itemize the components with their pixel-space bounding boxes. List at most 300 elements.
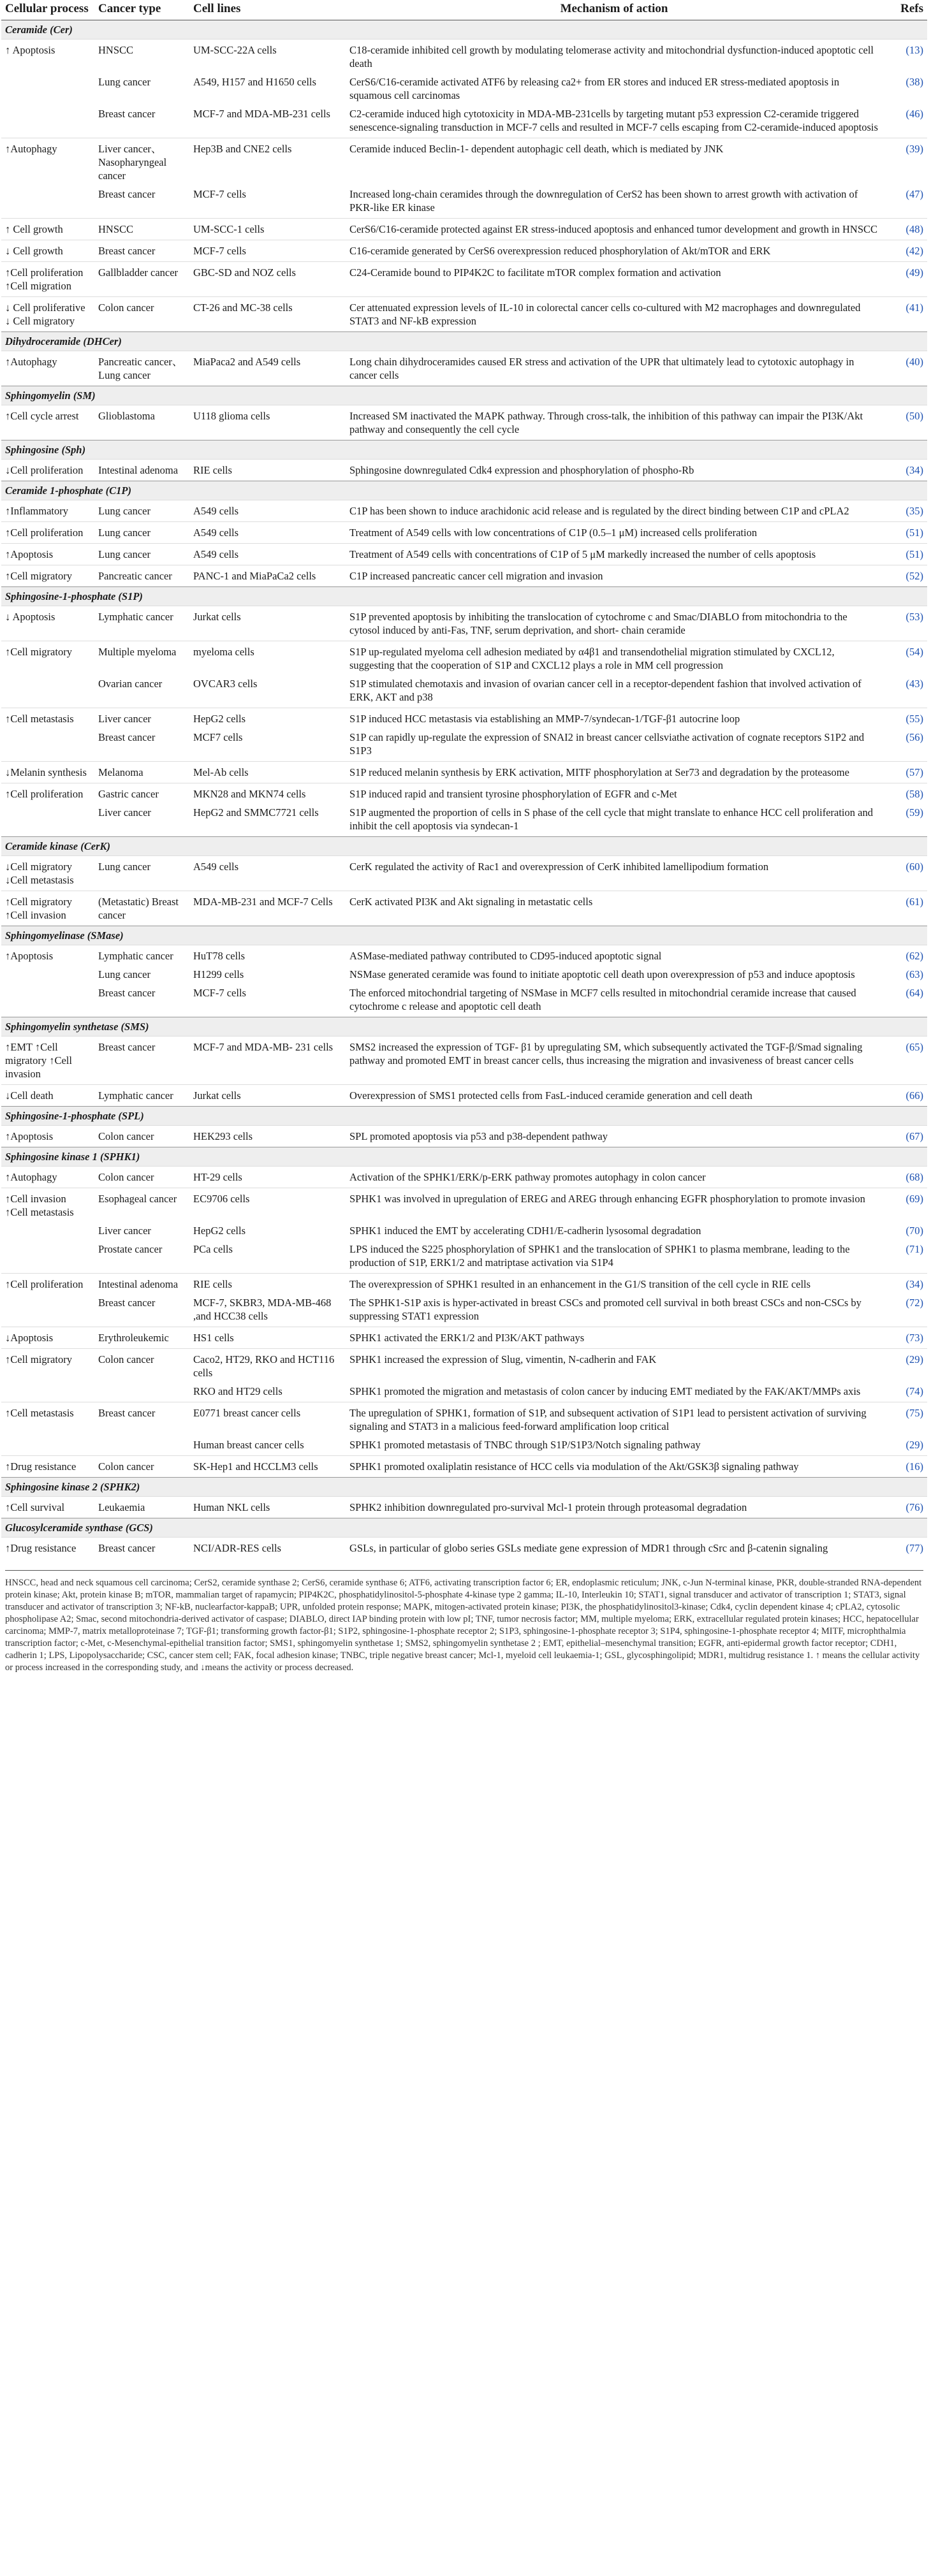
cell-cell-lines: E0771 breast cancer cells [189,1402,346,1437]
cell-ref[interactable]: (41) [883,297,927,332]
table-row [1,500,927,522]
cell-process [1,966,94,985]
table-row [1,522,927,544]
cell-process: ↑Apoptosis [1,1126,94,1147]
table-row [1,40,927,75]
cell-process: ↑EMT ↑Cell migratory ↑Cell invasion [1,1037,94,1085]
cell-cell-lines: HepG2 cells [189,708,346,730]
cell-ref[interactable]: (48) [883,219,927,240]
cell-ref[interactable]: (57) [883,762,927,783]
cell-cell-lines: UM-SCC-1 cells [189,219,346,240]
cell-mechanism: Treatment of A549 cells with concentrations of C1P of 5 μM markedly increased the number of cells apoptosis [346,544,883,565]
table-row [1,186,927,219]
cell-cancer-type: Breast cancer [94,1037,189,1085]
table-row [1,606,927,641]
table-row [1,74,927,106]
cell-ref[interactable]: (67) [883,1126,927,1147]
cell-cell-lines: SK-Hep1 and HCCLM3 cells [189,1456,346,1478]
cell-mechanism: Activation of the SPHK1/ERK/p-ERK pathway promotes autophagy in colon cancer [346,1167,883,1188]
cell-ref[interactable]: (43) [905,678,923,690]
table-row [1,891,927,926]
table-row [1,1349,927,1384]
cell-mechanism: SPHK1 promoted the migration and metastasis of colon cancer by inducing EMT mediated by the FAK/AKT/MMPs axis [349,1385,861,1397]
cell-cell-lines: NCI/ADR-RES cells [189,1538,346,1559]
table-header-row [1,0,927,20]
cell-mechanism: SPHK2 inhibition downregulated pro-survival Mcl-1 protein through proteasomal degradation [346,1497,883,1518]
table-row [1,1327,927,1349]
cell-cancer-type: Colon cancer [94,1126,189,1147]
cell-mechanism: Long chain dihydroceramides caused ER stress and activation of the UPR that ultimately lead to cytotoxic autophagy in cancer cells [346,351,883,386]
cell-ref[interactable]: (70) [905,1225,923,1237]
cell-mechanism: C2-ceramide induced high cytotoxicity in MDA-MB-231cells by targeting mutant p53 expression C2-ceramide triggered senescence-signaling transduction in MCF-7 cells and resulted in MCF-7 cells escaping from C2-ceramide-induced apoptosis [349,108,878,133]
cell-cell-lines: HepG2 and SMMC7721 cells [193,806,319,819]
cell-process: ↑Autophagy [1,138,94,187]
table-row [1,1126,927,1147]
cell-ref[interactable]: (75) [883,1402,927,1437]
cell-mechanism: SMS2 increased the expression of TGF- β1 by upregulating SM, which subsequently activated the TGF-β/Smad signaling pathway and promoted EMT in breast cancer cells, thus increasing the migration and invasiveness of breast cancer cells [346,1037,883,1085]
section-row [1,1107,927,1126]
cell-cell-lines: MCF-7 and MDA-MB- 231 cells [189,1037,346,1085]
cell-mechanism: SPL promoted apoptosis via p53 and p38-dependent pathway [346,1126,883,1147]
cell-process: ↑Cell migratory [1,565,94,587]
table-footnote [5,1570,923,1674]
header-cell-lines: Cell lines [189,0,346,20]
cell-mechanism: C1P increased pancreatic cancer cell migration and invasion [346,565,883,587]
cell-ref[interactable]: (29) [883,1349,927,1384]
cell-cancer-type: Erythroleukemic [94,1327,189,1349]
cell-ref[interactable]: (38) [905,76,923,88]
cell-process [1,729,94,762]
cell-cell-lines: A549 cells [189,522,346,544]
table-row [1,219,927,240]
table-body [1,20,927,1559]
cell-cell-lines: A549, H157 and H1650 cells [193,76,316,88]
cell-ref[interactable]: (76) [883,1497,927,1518]
table-row [1,1538,927,1559]
cell-cell-lines: HEK293 cells [189,1126,346,1147]
cell-ref[interactable]: (55) [883,708,927,730]
cell-cell-lines: RIE cells [189,460,346,481]
cell-cancer-type: Liver cancer [94,708,189,730]
table-row [1,1085,927,1107]
cell-process: ↑Cell survival [1,1497,94,1518]
table-row [1,460,927,481]
cell-cancer-type: Lymphatic cancer [94,1085,189,1107]
cell-cancer-type: Breast cancer [94,1538,189,1559]
cell-process: ↑Apoptosis [1,945,94,967]
cell-cancer-type: Breast cancer [98,188,156,200]
table-row [1,405,927,440]
cell-process: ↑Autophagy [1,1167,94,1188]
cell-cell-lines: OVCAR3 cells [193,678,258,690]
cell-cell-lines: MDA-MB-231 and MCF-7 Cells [189,891,346,926]
cell-mechanism: SPHK1 activated the ERK1/2 and PI3K/AKT pathways [346,1327,883,1349]
cell-mechanism: The enforced mitochondrial targeting of NSMase in MCF7 cells resulted in mitochondrial ceramide increase that caused cytochrome c release and apoptotic cell death [349,987,856,1012]
cell-process: ↓ Cell proliferative ↓ Cell migratory [1,297,94,332]
cell-mechanism: S1P stimulated chemotaxis and invasion of ovarian cancer cell in a receptor-dependent fashion that involved activation of ERK, AKT and p38 [349,678,861,703]
cell-ref[interactable]: (34) [883,1274,927,1295]
cell-cancer-type: Breast cancer [98,731,156,743]
cell-cancer-type: Lung cancer [94,856,189,891]
cell-mechanism: The SPHK1-S1P axis is hyper-activated in breast CSCs and promoted cell survival in both breast CSCs and non-CSCs by suppressing STAT1 expression [349,1297,861,1322]
cell-process: ↓ Apoptosis [1,606,94,641]
cell-process [1,1241,94,1274]
cell-ref[interactable]: (54) [883,641,927,676]
cell-process [1,1383,94,1402]
cell-ref[interactable]: (49) [883,262,927,297]
cell-cancer-type: Intestinal adenoma [94,1274,189,1295]
cell-ref[interactable]: (42) [883,240,927,262]
cell-cancer-type: Melanoma [94,762,189,783]
cell-cancer-type: Ovarian cancer [98,678,163,690]
section-title: Ceramide (Cer) [1,20,927,40]
cell-ref[interactable]: (47) [905,188,923,200]
cell-ref[interactable]: (51) [883,522,927,544]
section-title: Sphingosine kinase 2 (SPHK2) [1,1478,927,1497]
section-row [1,587,927,606]
cell-mechanism: CerS6/C16-ceramide activated ATF6 by releasing ca2+ from ER stores and induced ER stress-mediated apoptosis in squamous cell carcinomas [349,76,840,101]
section-row [1,1017,927,1037]
section-title: Sphingosine-1-phosphate (SPL) [1,1107,927,1126]
cell-ref[interactable]: (66) [883,1085,927,1107]
cell-cancer-type: Multiple myeloma [94,641,189,676]
cell-mechanism: GSLs, in particular of globo series GSLs mediate gene expression of MDR1 through cSrc and β-catenin signaling [346,1538,883,1559]
cell-cancer-type: HNSCC [94,40,189,75]
cell-process: ↑Drug resistance [1,1538,94,1559]
table-row [1,1456,927,1478]
section-row [1,837,927,856]
cell-cell-lines: myeloma cells [189,641,346,676]
table-row [1,1437,927,1456]
table-row [1,1241,927,1274]
cell-cancer-type: (Metastatic) Breast cancer [94,891,189,926]
cell-process: ↑Apoptosis [1,544,94,565]
cell-process [1,1295,94,1327]
section-title: Sphingosine (Sph) [1,440,927,460]
table-row [1,297,927,332]
cell-cell-lines: HuT78 cells [189,945,346,967]
cell-cell-lines: Jurkat cells [189,1085,346,1107]
cell-cell-lines: CT-26 and MC-38 cells [189,297,346,332]
cell-cancer-type: Breast cancer [98,987,156,999]
cell-mechanism: The overexpression of SPHK1 resulted in an enhancement in the G1/S transition of the cell cycle in RIE cells [346,1274,883,1295]
cell-process [1,1437,94,1456]
table-row [1,804,927,837]
table-row [1,708,927,730]
cell-cancer-type: Leukaemia [94,1497,189,1518]
cell-process: ↑Drug resistance [1,1456,94,1478]
cell-ref[interactable]: (64) [905,987,923,999]
cell-process: ↓Cell death [1,1085,94,1107]
cell-ref[interactable]: (77) [883,1538,927,1559]
header-cancer-type: Cancer type [94,0,189,20]
cell-cancer-type: Lung cancer [94,544,189,565]
cell-mechanism: C18-ceramide inhibited cell growth by modulating telomerase activity and mitochondrial dysfunction-induced apoptotic cell death [346,40,883,75]
table-row [1,1274,927,1295]
cell-process: ↑Cell metastasis [1,708,94,730]
section-row [1,332,927,351]
cell-mechanism: Overexpression of SMS1 protected cells from FasL-induced ceramide generation and cell death [346,1085,883,1107]
cell-process: ↓Cell migratory ↓Cell metastasis [1,856,94,891]
section-row [1,1478,927,1497]
cell-ref[interactable]: (52) [883,565,927,587]
cell-mechanism: S1P reduced melanin synthesis by ERK activation, MITF phosphorylation at Ser73 and degradation by the proteasome [346,762,883,783]
cell-mechanism: S1P induced rapid and transient tyrosine phosphorylation of EGFR and c-Met [346,783,883,805]
cell-process: ↑Cell migratory [1,641,94,676]
header-cellular-process: Cellular process [1,0,94,20]
section-title: Sphingomyelin synthetase (SMS) [1,1017,927,1037]
table-row [1,985,927,1017]
cell-cell-lines: Caco2, HT29, RKO and HCT116 cells [189,1349,346,1384]
cell-cancer-type: Gallbladder cancer [94,262,189,297]
table-row [1,783,927,805]
cell-cell-lines: GBC-SD and NOZ cells [189,262,346,297]
cell-cell-lines: RKO and HT29 cells [193,1385,282,1397]
cell-cell-lines: HepG2 cells [193,1225,246,1237]
abbreviations-note: HNSCC, head and neck squamous cell carcinoma; CerS2, ceramide synthase 2; CerS6, ceramide synthase 6; ATF6, activating transcription factor 6; ER, endoplasmic reticulum; JNK, c-Jun N-terminal kinase, PKR, double-stranded RNA-dependent protein kinase; Akt, protein kinase B; mTOR, mammalian target of rapamycin; PIP4K2C, phosphatidylinositol-5-phosphate 4-kinase type 2 gamma; IL-10, Interleukin 10; STAT1, signal transducer and activator of transcription 1; STAT3, signal transducer and activator of transcription 3; NF-kB, nuclearfactor-kappaB; UPR, unfolded protein response; MAPK, mitogen-activated protein kinase; PI3K, the phosphatidylinositol3-kinase; Cdk4, cyclin dependent kinase 4; cPLA2, cytosolic phospholipase A2; Smac, second mitochondria-derived activator of caspase; DIABLO, direct IAP binding protein with low pI; TNF, tumor necrosis factor; MM, multiple myeloma; ERK, extracellular regulated protein kinases; HCC, hepatocellular carcinoma; MMP-7, matrix metalloproteinase 7; TGF-β1; transforming growth factor-β1; S1P2, sphingosine-1-phosphate receptor 2; S1P3, sphingosine-1-phosphate receptor 3; S1P4, sphingosine-1-phosphate receptor 4; MITF, microphthalmia transcription factor; c-Met, c-Mesenchymal-epithelial transition factor; SMS1, sphingomyelin synthetase 1; SMS2, sphingomyelin synthetase 2 ; EMT, epithelial–mesenchymal transition; EGFR, anti-epidermal growth factor receptor; CDH1, cadherin 1; LPS, Lipopolysaccharide; CSC, cancer stem cell; FAK, focal adhesion kinase; TNBC, triple negative breast cancer; Mcl-1, myeloid cell leukaemia-1; GSL, glycosphingolipid; MDR1, multidrug resistance 1. ↑ means the cellular activity or process increased in the corresponding study, and ↓means the activity or process decreased. [5,1578,922,1673]
cell-cancer-type: Colon cancer [94,1349,189,1384]
table-row [1,966,927,985]
cell-mechanism: ASMase-mediated pathway contributed to CD95-induced apoptotic signal [346,945,883,967]
cell-ref[interactable]: (50) [883,405,927,440]
cell-cancer-type: Gastric cancer [94,783,189,805]
cell-cell-lines: Jurkat cells [189,606,346,641]
section-title: Ceramide kinase (CerK) [1,837,927,856]
cell-cell-lines: MCF7 cells [193,731,243,743]
cell-mechanism: Ceramide induced Beclin-1- dependent autophagic cell death, which is mediated by JNK [346,138,883,187]
cell-cancer-type: Intestinal adenoma [94,460,189,481]
cell-cancer-type: Lymphatic cancer [94,945,189,967]
cell-process: ↑Cell proliferation [1,522,94,544]
cell-process: ↑ Apoptosis [1,40,94,75]
section-row [1,20,927,40]
cell-process [1,1223,94,1241]
table-row [1,762,927,783]
cell-ref[interactable]: (46) [905,108,923,120]
cell-process [1,74,94,106]
cell-process: ↑Cell cycle arrest [1,405,94,440]
cell-mechanism: Increased SM inactivated the MAPK pathway. Through cross-talk, the inhibition of this pathway can impair the PI3K/Akt pathway and consequently the cell cycle [346,405,883,440]
cell-process: ↑Cell proliferation [1,1274,94,1295]
cell-ref[interactable]: (56) [905,731,923,743]
section-row [1,386,927,405]
cell-cell-lines: HT-29 cells [189,1167,346,1188]
cell-ref[interactable]: (16) [883,1456,927,1478]
cell-mechanism: C16-ceramide generated by CerS6 overexpression reduced phosphorylation of Akt/mTOR and ERK [346,240,883,262]
cell-process: ↑Inflammatory [1,500,94,522]
cell-process: ↓Apoptosis [1,1327,94,1349]
table-row [1,106,927,138]
cell-cell-lines: MCF-7 cells [193,188,246,200]
cell-cancer-type: Lung cancer [98,76,150,88]
header-refs: Refs [883,0,927,20]
cell-mechanism: S1P augmented the proportion of cells in S phase of the cell cycle that might translate to enhance HCC cell proliferation and inhibit the cell apoptosis via syndecan-1 [349,806,873,832]
cell-mechanism: The upregulation of SPHK1, formation of S1P, and subsequent activation of S1P1 lead to persistent activation of surviving signaling and STAT3 in a malicious feed-forward amplification loop critical [346,1402,883,1437]
cell-cancer-type: Colon cancer [94,1456,189,1478]
section-title: Ceramide 1-phosphate (C1P) [1,481,927,500]
cell-ref[interactable]: (69) [883,1188,927,1223]
section-title: Glucosylceramide synthase (GCS) [1,1518,927,1538]
cell-cancer-type: Breast cancer [94,1402,189,1437]
cell-cancer-type: Breast cancer [98,108,156,120]
cell-ref[interactable]: (58) [883,783,927,805]
table-row [1,641,927,676]
section-row [1,1147,927,1167]
section-title: Sphingomyelinase (SMase) [1,926,927,945]
cell-mechanism: CerK regulated the activity of Rac1 and overexpression of CerK inhibited lamellipodium formation [346,856,883,891]
cell-ref[interactable]: (60) [883,856,927,891]
cell-process [1,186,94,219]
cell-process: ↑Cell proliferation [1,783,94,805]
cell-cell-lines: UM-SCC-22A cells [189,40,346,75]
cell-mechanism: Sphingosine downregulated Cdk4 expression and phosphorylation of phospho-Rb [346,460,883,481]
cell-process [1,804,94,837]
section-row [1,1518,927,1538]
cell-mechanism: CerS6/C16-ceramide protected against ER stress-induced apoptosis and enhanced tumor development and growth in HNSCC [346,219,883,240]
cell-cell-lines: RIE cells [189,1274,346,1295]
section-title: Sphingomyelin (SM) [1,386,927,405]
cell-cell-lines: MiaPaca2 and A549 cells [189,351,346,386]
cell-ref[interactable]: (39) [883,138,927,187]
cell-ref[interactable]: (65) [883,1037,927,1085]
section-title: Sphingosine kinase 1 (SPHK1) [1,1147,927,1167]
cell-ref[interactable]: (74) [905,1385,923,1397]
mechanism-table [1,0,927,1559]
cell-process [1,106,94,138]
table-row [1,565,927,587]
header-mechanism: Mechanism of action [346,0,883,20]
cell-cell-lines: EC9706 cells [189,1188,346,1223]
table-row [1,1497,927,1518]
table-row [1,1167,927,1188]
cell-ref[interactable]: (53) [883,606,927,641]
cell-cancer-type: Lung cancer [98,968,150,980]
cell-process: ↑Cell proliferation ↑Cell migration [1,262,94,297]
table-row [1,856,927,891]
section-title: Sphingosine-1-phosphate (S1P) [1,587,927,606]
table-row [1,262,927,297]
cell-mechanism: S1P can rapidly up-regulate the expression of SNAI2 in breast cancer cellsviathe activation of cognate receptors S1P2 and S1P3 [349,731,865,757]
cell-mechanism: SPHK1 promoted oxaliplatin resistance of HCC cells via modulation of the Akt/GSK3β signaling pathway [346,1456,883,1478]
cell-cancer-type: Esophageal cancer [94,1188,189,1223]
cell-ref[interactable]: (51) [883,544,927,565]
cell-cell-lines: MKN28 and MKN74 cells [189,783,346,805]
cell-mechanism: SPHK1 induced the EMT by accelerating CDH1/E-cadherin lysosomal degradation [349,1225,701,1237]
cell-cancer-type: Breast cancer [98,1297,156,1309]
table-row [1,1188,927,1223]
cell-ref[interactable]: (29) [905,1439,923,1451]
cell-cell-lines: U118 glioma cells [189,405,346,440]
cell-mechanism: C24-Ceramide bound to PIP4K2C to facilitate mTOR complex formation and activation [346,262,883,297]
cell-cancer-type: Lung cancer [94,500,189,522]
table-row [1,676,927,708]
cell-cancer-type: Liver cancer [98,806,151,819]
cell-mechanism: SPHK1 was involved in upregulation of EREG and AREG through enhancing EGFR phosphorylation to promote invasion [346,1188,883,1223]
cell-cancer-type: Lung cancer [94,522,189,544]
cell-ref[interactable]: (59) [905,806,923,819]
table-row [1,729,927,762]
cell-process: ↑Cell migratory ↑Cell invasion [1,891,94,926]
cell-cell-lines: PCa cells [193,1243,233,1255]
cell-cancer-type: Glioblastoma [94,405,189,440]
cell-cell-lines: A549 cells [189,500,346,522]
cell-process: ↑Cell migratory [1,1349,94,1384]
cell-ref[interactable]: (63) [905,968,923,980]
cell-ref[interactable]: (40) [883,351,927,386]
cell-mechanism: Cer attenuated expression levels of IL-10 in colorectal cancer cells co-cultured with M2 macrophages and downregulated STAT3 and NF-kB expression [346,297,883,332]
table-row [1,1223,927,1241]
cell-cancer-type [94,1383,189,1402]
cell-process: ↓Cell proliferation [1,460,94,481]
cell-ref[interactable]: (72) [905,1297,923,1309]
cell-cancer-type: Pancreatic cancer [94,565,189,587]
table-row [1,1037,927,1085]
cell-cell-lines: HS1 cells [189,1327,346,1349]
cell-mechanism: S1P induced HCC metastasis via establishing an MMP-7/syndecan-1/TGF-β1 autocrine loop [346,708,883,730]
cell-cancer-type: Lymphatic cancer [94,606,189,641]
cell-process: ↑Cell metastasis [1,1402,94,1437]
cell-cancer-type: Colon cancer [94,297,189,332]
cell-process [1,985,94,1017]
cell-ref[interactable]: (62) [883,945,927,967]
cell-mechanism: NSMase generated ceramide was found to initiate apoptotic cell death upon overexpression of p53 and induce apoptosis [349,968,855,980]
cell-mechanism: Increased long-chain ceramides through the downregulation of CerS2 has been shown to arrest growth with activation of PKR-like ER kinase [349,188,858,214]
table-row [1,1402,927,1437]
cell-cell-lines: MCF-7 and MDA-MB-231 cells [193,108,330,120]
cell-ref[interactable]: (34) [883,460,927,481]
cell-cancer-type: Colon cancer [94,1167,189,1188]
cell-cell-lines: Hep3B and CNE2 cells [189,138,346,187]
cell-cancer-type: Breast cancer [94,240,189,262]
cell-ref[interactable]: (71) [905,1243,923,1255]
cell-mechanism: S1P up-regulated myeloma cell adhesion mediated by α4β1 and transendothelial migration stimulated by CXCL12, suggesting that the cooperation of S1P and CXCL12 plays a role in MM cell progression [346,641,883,676]
cell-ref[interactable]: (73) [883,1327,927,1349]
cell-cancer-type: HNSCC [94,219,189,240]
cell-mechanism: SPHK1 promoted metastasis of TNBC through S1P/S1P3/Notch signaling pathway [349,1439,701,1451]
cell-mechanism: SPHK1 increased the expression of Slug, vimentin, N-cadherin and FAK [346,1349,883,1384]
table-row [1,351,927,386]
cell-process [1,676,94,708]
cell-cell-lines: A549 cells [189,544,346,565]
cell-ref[interactable]: (35) [883,500,927,522]
cell-process: ↓ Cell growth [1,240,94,262]
section-row [1,481,927,500]
section-row [1,440,927,460]
section-row [1,926,927,945]
cell-cell-lines: MCF-7 cells [193,987,246,999]
cell-mechanism: LPS induced the S225 phosphorylation of SPHK1 and the translocation of SPHK1 to plasma membrane, leading to the production of S1P, ERK1/2 and matriptase activation via S1P4 [349,1243,850,1269]
table-row [1,1295,927,1327]
cell-process: ↓Melanin synthesis [1,762,94,783]
cell-mechanism: CerK activated PI3K and Akt signaling in metastatic cells [346,891,883,926]
cell-cell-lines: H1299 cells [193,968,244,980]
cell-mechanism: Treatment of A549 cells with low concentrations of C1P (0.5–1 μM) increased cells proliferation [346,522,883,544]
table-row [1,945,927,967]
cell-process: ↑Cell invasion ↑Cell metastasis [1,1188,94,1223]
table-row [1,1383,927,1402]
cell-ref[interactable]: (68) [883,1167,927,1188]
cell-cell-lines: Human NKL cells [189,1497,346,1518]
cell-cancer-type: Liver cancer、Nasopharyngeal cancer [94,138,189,187]
cell-cell-lines: Mel-Ab cells [189,762,346,783]
table-row [1,138,927,187]
section-title: Dihydroceramide (DHCer) [1,332,927,351]
cell-ref[interactable]: (61) [883,891,927,926]
cell-ref[interactable]: (13) [883,40,927,75]
cell-cell-lines: Human breast cancer cells [193,1439,304,1451]
cell-cancer-type: Pancreatic cancer、Lung cancer [94,351,189,386]
cell-cell-lines: PANC-1 and MiaPaCa2 cells [189,565,346,587]
